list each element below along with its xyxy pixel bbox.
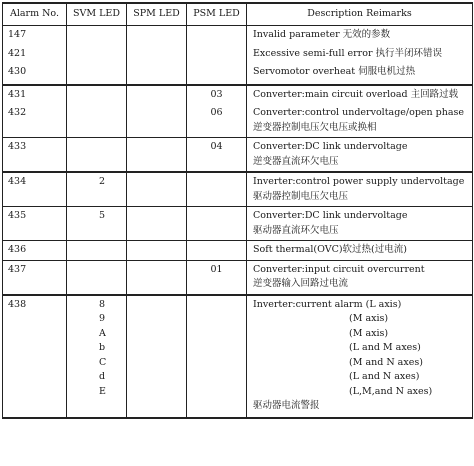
spm-led xyxy=(127,63,187,85)
psm-led xyxy=(187,207,247,241)
svm-led xyxy=(67,138,127,173)
description-line: 逆变器控制电压欠电压或换相 xyxy=(253,121,377,133)
svm-led: 2 xyxy=(67,172,127,207)
psm-led xyxy=(187,295,247,418)
table-row xyxy=(3,295,473,418)
description-line: Inverter:current alarm (L axis) xyxy=(253,298,402,310)
header-alarm-no: Alarm No. xyxy=(3,3,67,26)
description xyxy=(247,138,473,173)
psm-led xyxy=(187,241,247,261)
spm-led xyxy=(127,295,187,418)
description-line: Inverter:control power supply undervoltage xyxy=(253,176,465,187)
psm-led: 01 xyxy=(187,260,247,295)
svm-led-code: A xyxy=(99,327,106,339)
description-axis-line: (L,M,and N axes) xyxy=(349,385,433,397)
alarm-no: 433 xyxy=(3,138,67,173)
description-line: Converter:DC link undervoltage xyxy=(253,210,408,221)
alarm-no: 436 xyxy=(3,241,67,261)
spm-led xyxy=(127,45,187,64)
table-row xyxy=(3,104,473,138)
table-row xyxy=(3,85,473,105)
svm-led-code: d xyxy=(99,371,106,382)
psm-led xyxy=(187,172,247,207)
spm-led xyxy=(127,85,187,105)
svm-led xyxy=(67,260,127,295)
description xyxy=(247,104,473,138)
psm-led xyxy=(187,26,247,45)
description xyxy=(247,260,473,295)
svm-led xyxy=(67,85,127,105)
header-svm-led: SVM LED xyxy=(67,3,127,26)
description-line: 驱动器电流警报 xyxy=(253,400,320,411)
description-axis-line: (M and N axes) xyxy=(349,356,423,368)
psm-led xyxy=(187,45,247,64)
description xyxy=(247,172,473,207)
description xyxy=(247,85,473,105)
table-row xyxy=(3,260,473,295)
svm-led xyxy=(67,295,127,418)
description-axis-line: (L and M axes) xyxy=(349,342,421,353)
svm-led-code: C xyxy=(99,356,107,368)
description-line: Converter:input circuit overcurrent xyxy=(253,263,425,275)
alarm-no: 435 xyxy=(3,207,67,241)
psm-led: 04 xyxy=(187,138,247,173)
alarm-no: 147 xyxy=(3,26,67,45)
description xyxy=(247,241,473,261)
svm-led xyxy=(67,45,127,64)
alarm-no: 431 xyxy=(3,85,67,105)
description-line: Converter:control undervoltage/open phase xyxy=(253,107,465,118)
description-line: 驱动器控制电压欠电压 xyxy=(253,190,349,202)
header-row xyxy=(3,3,473,26)
description-axis-line: (M axis) xyxy=(349,327,389,339)
header-psm-led: PSM LED xyxy=(187,3,247,26)
table-row xyxy=(3,241,473,261)
svm-led xyxy=(67,241,127,261)
alarm-no: 432 xyxy=(3,104,67,138)
table-row xyxy=(3,138,473,173)
alarm-no: 434 xyxy=(3,172,67,207)
svm-led: 5 xyxy=(67,207,127,241)
table-row xyxy=(3,26,473,45)
spm-led xyxy=(127,207,187,241)
svm-led-code: 9 xyxy=(99,313,106,324)
psm-led: 06 xyxy=(187,104,247,138)
description-line: Excessive semi-full error 执行半闭环错误 xyxy=(253,47,443,59)
alarm-no: 421 xyxy=(3,45,67,64)
svm-led xyxy=(67,63,127,85)
description-axis-line: (M axis) xyxy=(349,313,389,324)
header-spm-led: SPM LED xyxy=(127,3,187,26)
spm-led xyxy=(127,241,187,261)
table-row xyxy=(3,45,473,64)
description-line: 驱动器直流环欠电压 xyxy=(253,224,339,236)
description xyxy=(247,26,473,45)
description-line: Invalid parameter 无效的参数 xyxy=(253,29,391,40)
spm-led xyxy=(127,138,187,173)
alarm-table xyxy=(2,2,473,419)
alarm-no: 430 xyxy=(3,63,67,85)
description-line: Converter:main circuit overload 主回路过载 xyxy=(253,88,459,100)
alarm-no: 438 xyxy=(3,295,67,418)
table-row xyxy=(3,63,473,85)
description xyxy=(247,45,473,64)
table-row xyxy=(3,172,473,207)
description-line: 逆变器输入回路过电流 xyxy=(253,278,349,289)
svm-led-code: 8 xyxy=(99,298,106,310)
description xyxy=(247,295,473,418)
table-row xyxy=(3,207,473,241)
svm-led-code: E xyxy=(99,385,106,397)
description xyxy=(247,63,473,85)
spm-led xyxy=(127,26,187,45)
description-line: Soft thermal(OVC)软过热(过电流) xyxy=(253,244,407,255)
spm-led xyxy=(127,260,187,295)
header-description: Description Reimarks xyxy=(247,3,473,26)
description-line: 逆变器直流环欠电压 xyxy=(253,155,339,167)
svm-led xyxy=(67,26,127,45)
svm-led xyxy=(67,104,127,138)
spm-led xyxy=(127,172,187,207)
description xyxy=(247,207,473,241)
psm-led: 03 xyxy=(187,85,247,105)
spm-led xyxy=(127,104,187,138)
alarm-no: 437 xyxy=(3,260,67,295)
description-axis-line: (L and N axes) xyxy=(349,371,420,382)
description-line: Servomotor overheat 伺服电机过热 xyxy=(253,66,416,77)
psm-led xyxy=(187,63,247,85)
description-line: Converter:DC link undervoltage xyxy=(253,141,408,152)
svm-led-code: b xyxy=(99,342,106,353)
